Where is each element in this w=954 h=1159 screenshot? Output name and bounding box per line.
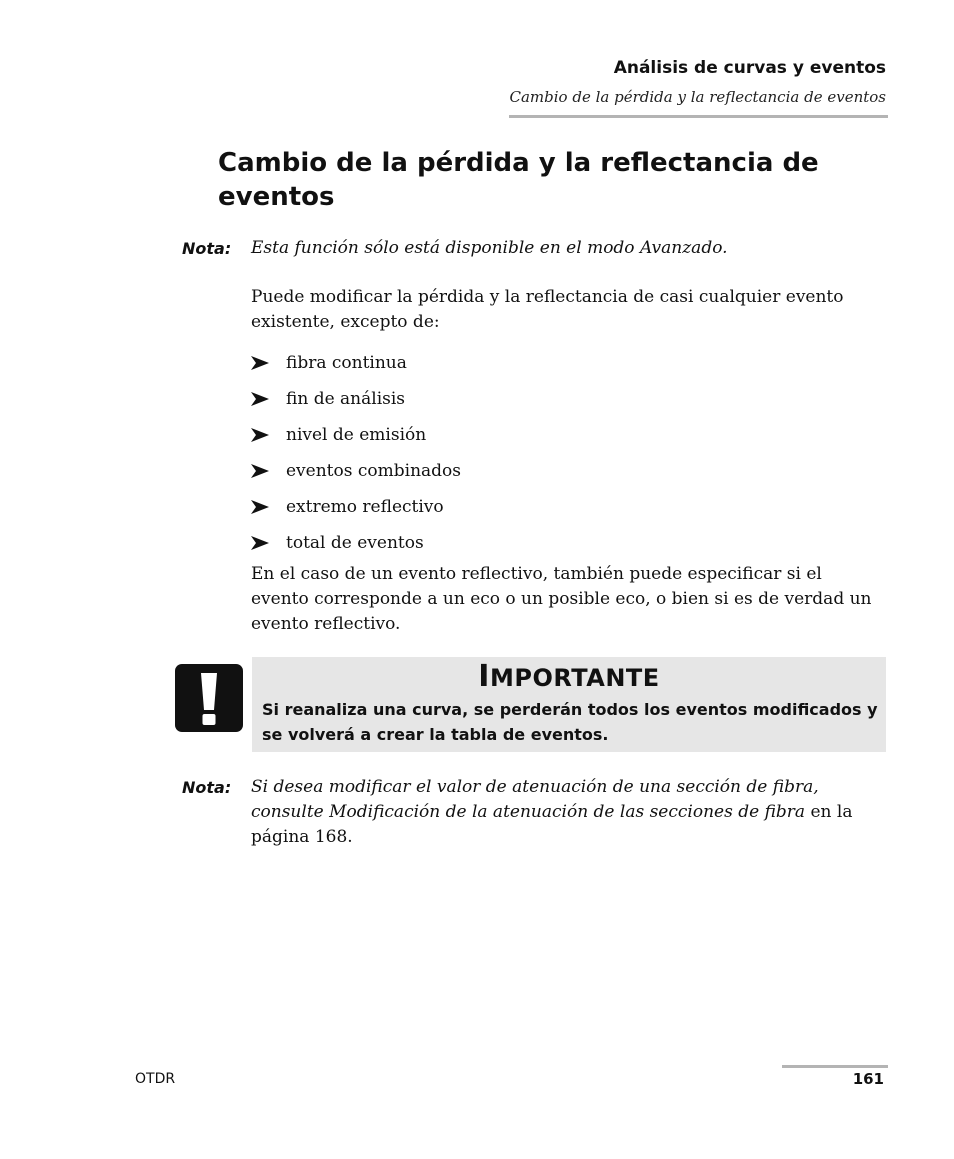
list-item-label: extremo reflectivo bbox=[286, 497, 444, 517]
list-item bbox=[251, 417, 461, 453]
list-item-label: fibra continua bbox=[286, 353, 407, 373]
page-number: 161 bbox=[852, 1070, 884, 1088]
arrow-bullet-icon bbox=[251, 392, 286, 406]
arrow-bullet-icon bbox=[251, 536, 286, 550]
header-rule bbox=[509, 115, 888, 118]
important-title-initial: I bbox=[478, 659, 490, 694]
list-item-label: eventos combinados bbox=[286, 461, 461, 481]
important-title bbox=[252, 659, 886, 694]
important-callout bbox=[252, 657, 886, 752]
list-item bbox=[251, 453, 461, 489]
important-text: Si reanaliza una curva, se perderán todos los eventos modificados y se volverá a crear la tabla de eventos. bbox=[262, 700, 878, 744]
note-text bbox=[251, 775, 871, 850]
exclamation-icon bbox=[175, 664, 243, 732]
page-title: Cambio de la pérdida y la reflectancia de eventos bbox=[218, 148, 819, 212]
reflective-paragraph: En el caso de un evento reflectivo, también puede especificar si el evento corresponde a un eco o un posible eco, o bien si es de verdad un evento reflectivo. bbox=[251, 564, 872, 634]
list-item bbox=[251, 381, 461, 417]
running-header-title: Análisis de curvas y eventos bbox=[613, 58, 886, 78]
important-title-rest: MPORTANTE bbox=[489, 664, 660, 692]
list-item-label: nivel de emisión bbox=[286, 425, 427, 445]
note-label: Nota: bbox=[182, 239, 232, 258]
arrow-bullet-icon bbox=[251, 464, 286, 478]
list-item-label: total de eventos bbox=[286, 533, 424, 553]
arrow-bullet-icon bbox=[251, 428, 286, 442]
exception-list bbox=[251, 345, 461, 561]
note-cross-reference: Si desea modificar el valor de atenuación de una sección de fibra, consulte Modificación de la atenuación de las secciones de fibra bbox=[251, 777, 819, 822]
running-header-subtitle: Cambio de la pérdida y la reflectancia de eventos bbox=[509, 88, 886, 106]
list-item bbox=[251, 525, 461, 561]
list-item-label: fin de análisis bbox=[286, 389, 406, 409]
footer-rule bbox=[782, 1065, 888, 1068]
note-label: Nota: bbox=[182, 778, 232, 797]
list-item bbox=[251, 489, 461, 525]
arrow-bullet-icon bbox=[251, 356, 286, 370]
note-text: Esta función sólo está disponible en el modo Avanzado. bbox=[251, 238, 728, 258]
list-item bbox=[251, 345, 461, 381]
footer-product: OTDR bbox=[135, 1071, 176, 1087]
intro-paragraph: Puede modificar la pérdida y la reflectancia de casi cualquier evento existente, excepto de: bbox=[251, 287, 844, 332]
note-page-reference: en la página 168. bbox=[251, 802, 853, 847]
arrow-bullet-icon bbox=[251, 500, 286, 514]
